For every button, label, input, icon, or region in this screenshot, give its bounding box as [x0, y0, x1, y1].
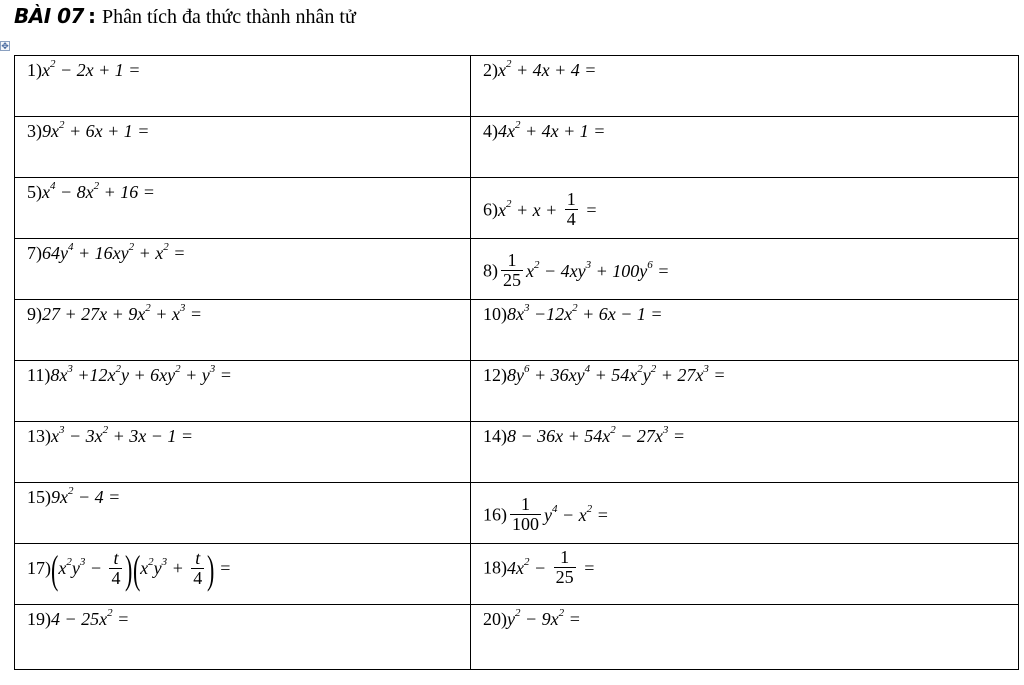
exercise-number: 6)	[483, 199, 498, 220]
exercise-number: 20)	[483, 609, 507, 629]
exercise-5	[15, 178, 471, 239]
table-row	[15, 300, 1019, 361]
exercise-4	[471, 117, 1019, 178]
table-move-handle-icon[interactable]: ✥	[1, 42, 9, 52]
expression: ($x^2y^3$ − $\frac{t}{4}$ )($x^2y^3$ + $\frac{t}{4}$ ) =	[50, 547, 232, 592]
exercise-number: 5)	[27, 182, 42, 202]
exercise-1	[15, 56, 471, 117]
expression: $9x^2 - 4$ =	[51, 485, 121, 507]
expression: $4 - 25x^2$ =	[51, 607, 130, 629]
table-row	[15, 178, 1019, 239]
table-row	[15, 361, 1019, 422]
expression: $y^4 - x^2$ =	[544, 502, 609, 525]
table-row	[15, 483, 1019, 544]
expression: $x^4 - 8x^2 + 16$ =	[42, 180, 155, 202]
expression: $4x^2 + 4x + 1$ =	[498, 119, 606, 141]
table-row	[15, 117, 1019, 178]
exercise-number: 15)	[27, 487, 51, 507]
expression: $x^2 - 2x + 1$ =	[42, 58, 141, 80]
expression: $8x^3 +12x^2y + 6xy^2 + y^3$ =	[50, 363, 232, 385]
exercise-number: 1)	[27, 60, 42, 80]
exercise-18	[471, 544, 1019, 605]
fraction: $\frac{1}{100}$	[512, 494, 539, 534]
expression: $x^3 - 3x^2 + 3x - 1$ =	[51, 424, 194, 446]
expression: $27 + 27x + 9x^2 + x^3$ =	[42, 302, 203, 324]
expression: $4x^2$ − $\frac{1}{25}$ =	[507, 547, 596, 587]
fraction: $\frac{t}{4}$	[111, 547, 121, 588]
exercise-number: 12)	[483, 365, 507, 385]
exercise-number: 7)	[27, 243, 42, 263]
exercise-6	[471, 178, 1019, 239]
expression: $x^2 + 4x + 4$ =	[498, 58, 597, 80]
exercise-number: 14)	[483, 426, 507, 446]
exercise-number: 2)	[483, 60, 498, 80]
fraction: $\frac{1}{25}$	[503, 250, 521, 290]
exercise-8	[471, 239, 1019, 300]
expression: $x^2 + x$ + $\frac{1}{4}$ =	[498, 189, 598, 229]
exercise-12	[471, 361, 1019, 422]
exercise-number: 11)	[27, 365, 51, 385]
exercise-9	[15, 300, 471, 361]
exercise-number: 13)	[27, 426, 51, 446]
exercise-7	[15, 239, 471, 300]
expression: $64y^4 + 16xy^2 + x^2$ =	[42, 241, 186, 263]
exercise-10	[471, 300, 1019, 361]
exercise-2	[471, 56, 1019, 117]
exercise-14	[471, 422, 1019, 483]
table-row	[15, 56, 1019, 117]
exercise-table	[14, 55, 1019, 670]
fraction: $\frac{t}{4}$	[193, 547, 203, 588]
exercise-number: 16)	[483, 504, 507, 525]
exercise-11	[15, 361, 471, 422]
exercise-19	[15, 605, 471, 670]
table-row	[15, 605, 1019, 670]
expression: $8x^3 -12x^2 + 6x - 1$ =	[507, 302, 663, 324]
exercise-3	[15, 117, 471, 178]
exercise-number: 19)	[27, 609, 51, 629]
exercise-15	[15, 483, 471, 544]
fraction: $\frac{1}{4}$	[566, 189, 576, 229]
exercise-13	[15, 422, 471, 483]
exercise-number: 4)	[483, 121, 498, 141]
expression: $y^2 - 9x^2$ =	[507, 607, 581, 629]
exercise-title: Phân tích đa thức thành nhân tử	[101, 6, 356, 28]
exercise-20	[471, 605, 1019, 670]
exercise-header	[14, 4, 356, 34]
exercise-label: BÀI 07	[14, 4, 84, 28]
exercise-number: 3)	[27, 121, 42, 141]
table-row	[15, 239, 1019, 300]
fraction: $\frac{1}{25}$	[555, 547, 574, 587]
exercise-number: 18)	[483, 557, 507, 578]
expression: $8y^6 + 36xy^4 + 54x^2y^2 + 27x^3$ =	[507, 363, 726, 385]
exercise-16	[471, 483, 1019, 544]
table-row	[15, 422, 1019, 483]
table-row	[15, 544, 1019, 605]
header-colon: :	[87, 4, 96, 28]
exercise-number: 10)	[483, 304, 507, 324]
exercise-number: 9)	[27, 304, 42, 324]
expression: $8 - 36x + 54x^2 - 27x^3$ =	[507, 424, 686, 446]
exercise-number: 8)	[483, 260, 498, 281]
exercise-number: 17)	[27, 558, 51, 579]
expression: $9x^2 + 6x + 1$ =	[42, 119, 150, 141]
expression: $x^2 - 4xy^3 + 100y^6$ =	[526, 258, 670, 281]
exercise-17	[15, 544, 471, 605]
